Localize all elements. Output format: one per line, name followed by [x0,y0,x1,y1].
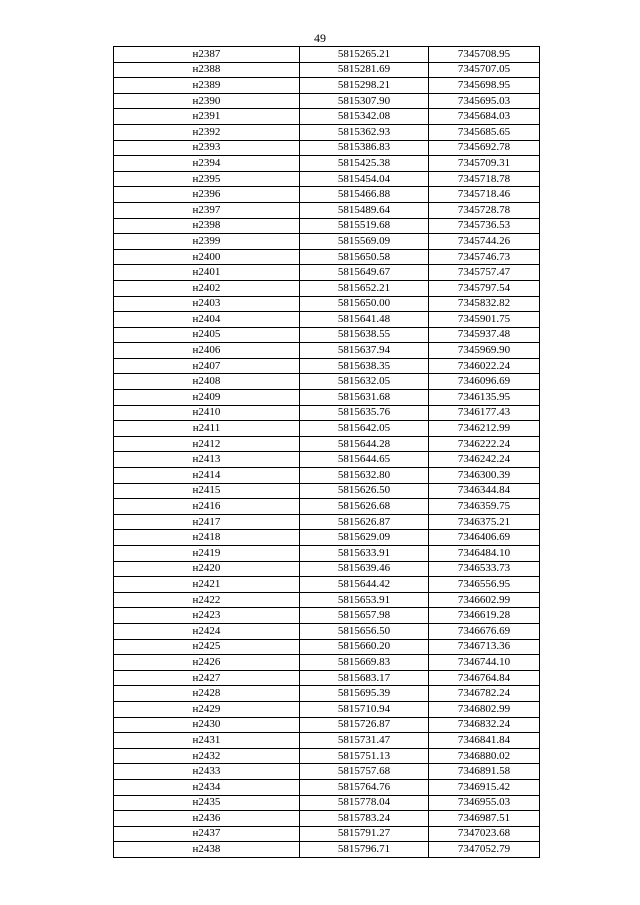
table-row [114,187,540,203]
x-coordinate-cell: 5815751.13 [300,748,429,764]
table-row [114,826,540,842]
table-row [114,530,540,546]
table-row [114,670,540,686]
y-coordinate-cell: 7345685.65 [429,124,540,140]
y-coordinate-cell: 7345901.75 [429,312,540,328]
x-coordinate-cell: 5815281.69 [300,62,429,78]
x-coordinate-cell: 5815631.68 [300,390,429,406]
x-coordinate-cell: 5815633.91 [300,546,429,562]
y-coordinate-cell: 7346533.73 [429,561,540,577]
x-coordinate-cell: 5815626.50 [300,483,429,499]
y-coordinate-cell: 7346713.36 [429,639,540,655]
x-coordinate-cell: 5815629.09 [300,530,429,546]
x-coordinate-cell: 5815298.21 [300,78,429,94]
point-id-cell: н2394 [114,156,300,172]
x-coordinate-cell: 5815342.08 [300,109,429,125]
x-coordinate-cell: 5815731.47 [300,733,429,749]
point-id-cell: н2406 [114,343,300,359]
x-coordinate-cell: 5815489.64 [300,202,429,218]
x-coordinate-cell: 5815626.68 [300,499,429,515]
y-coordinate-cell: 7346375.21 [429,514,540,530]
table-row [114,546,540,562]
point-id-cell: н2418 [114,530,300,546]
y-coordinate-cell: 7345832.82 [429,296,540,312]
point-id-cell: н2429 [114,701,300,717]
table-row [114,748,540,764]
y-coordinate-cell: 7346619.28 [429,608,540,624]
x-coordinate-cell: 5815632.05 [300,374,429,390]
table-row [114,156,540,172]
point-id-cell: н2436 [114,811,300,827]
table-row [114,265,540,281]
x-coordinate-cell: 5815307.90 [300,93,429,109]
table-row [114,623,540,639]
table-row [114,842,540,858]
table-row [114,733,540,749]
y-coordinate-cell: 7346802.99 [429,701,540,717]
y-coordinate-cell: 7346359.75 [429,499,540,515]
table-row [114,249,540,265]
point-id-cell: н2399 [114,234,300,250]
x-coordinate-cell: 5815454.04 [300,171,429,187]
table-row [114,499,540,515]
table-row [114,701,540,717]
coordinates-table-body [114,47,540,858]
point-id-cell: н2388 [114,62,300,78]
y-coordinate-cell: 7346744.10 [429,655,540,671]
table-row [114,280,540,296]
x-coordinate-cell: 5815652.21 [300,280,429,296]
x-coordinate-cell: 5815660.20 [300,639,429,655]
table-row [114,202,540,218]
point-id-cell: н2405 [114,327,300,343]
point-id-cell: н2417 [114,514,300,530]
x-coordinate-cell: 5815644.42 [300,577,429,593]
coordinates-table [113,46,540,858]
point-id-cell: н2403 [114,296,300,312]
table-row [114,218,540,234]
y-coordinate-cell: 7345718.78 [429,171,540,187]
table-row [114,795,540,811]
table-row [114,436,540,452]
x-coordinate-cell: 5815683.17 [300,670,429,686]
point-id-cell: н2415 [114,483,300,499]
y-coordinate-cell: 7345692.78 [429,140,540,156]
y-coordinate-cell: 7345969.90 [429,343,540,359]
x-coordinate-cell: 5815265.21 [300,47,429,63]
x-coordinate-cell: 5815791.27 [300,826,429,842]
table-row [114,405,540,421]
table-row [114,343,540,359]
y-coordinate-cell: 7346177.43 [429,405,540,421]
table-row [114,764,540,780]
x-coordinate-cell: 5815650.00 [300,296,429,312]
x-coordinate-cell: 5815796.71 [300,842,429,858]
y-coordinate-cell: 7345728.78 [429,202,540,218]
y-coordinate-cell: 7346242.24 [429,452,540,468]
point-id-cell: н2414 [114,468,300,484]
y-coordinate-cell: 7346344.84 [429,483,540,499]
y-coordinate-cell: 7346022.24 [429,358,540,374]
x-coordinate-cell: 5815626.87 [300,514,429,530]
x-coordinate-cell: 5815386.83 [300,140,429,156]
point-id-cell: н2433 [114,764,300,780]
x-coordinate-cell: 5815764.76 [300,779,429,795]
x-coordinate-cell: 5815726.87 [300,717,429,733]
x-coordinate-cell: 5815657.98 [300,608,429,624]
point-id-cell: н2398 [114,218,300,234]
point-id-cell: н2416 [114,499,300,515]
y-coordinate-cell: 7345684.03 [429,109,540,125]
x-coordinate-cell: 5815639.46 [300,561,429,577]
y-coordinate-cell: 7346832.24 [429,717,540,733]
point-id-cell: н2410 [114,405,300,421]
point-id-cell: н2428 [114,686,300,702]
y-coordinate-cell: 7347052.79 [429,842,540,858]
point-id-cell: н2430 [114,717,300,733]
point-id-cell: н2387 [114,47,300,63]
x-coordinate-cell: 5815783.24 [300,811,429,827]
table-row [114,171,540,187]
point-id-cell: н2407 [114,358,300,374]
point-id-cell: н2402 [114,280,300,296]
x-coordinate-cell: 5815650.58 [300,249,429,265]
table-row [114,140,540,156]
table-row [114,327,540,343]
y-coordinate-cell: 7346891.58 [429,764,540,780]
point-id-cell: н2421 [114,577,300,593]
table-row [114,62,540,78]
x-coordinate-cell: 5815644.65 [300,452,429,468]
point-id-cell: н2396 [114,187,300,203]
x-coordinate-cell: 5815519.68 [300,218,429,234]
y-coordinate-cell: 7346987.51 [429,811,540,827]
point-id-cell: н2392 [114,124,300,140]
y-coordinate-cell: 7346556.95 [429,577,540,593]
y-coordinate-cell: 7345736.53 [429,218,540,234]
page-number: 49 [314,31,326,45]
x-coordinate-cell: 5815632.80 [300,468,429,484]
table-row [114,514,540,530]
point-id-cell: н2408 [114,374,300,390]
table-row [114,374,540,390]
point-id-cell: н2393 [114,140,300,156]
point-id-cell: н2391 [114,109,300,125]
y-coordinate-cell: 7346222.24 [429,436,540,452]
y-coordinate-cell: 7345797.54 [429,280,540,296]
y-coordinate-cell: 7346602.99 [429,592,540,608]
table-row [114,779,540,795]
table-row [114,468,540,484]
y-coordinate-cell: 7347023.68 [429,826,540,842]
table-row [114,577,540,593]
x-coordinate-cell: 5815569.09 [300,234,429,250]
table-row [114,390,540,406]
y-coordinate-cell: 7346915.42 [429,779,540,795]
table-row [114,717,540,733]
point-id-cell: н2397 [114,202,300,218]
x-coordinate-cell: 5815757.68 [300,764,429,780]
x-coordinate-cell: 5815635.76 [300,405,429,421]
y-coordinate-cell: 7345746.73 [429,249,540,265]
point-id-cell: н2389 [114,78,300,94]
y-coordinate-cell: 7345937.48 [429,327,540,343]
table-row [114,608,540,624]
y-coordinate-cell: 7346880.02 [429,748,540,764]
y-coordinate-cell: 7345709.31 [429,156,540,172]
point-id-cell: н2424 [114,623,300,639]
table-row [114,47,540,63]
y-coordinate-cell: 7345695.03 [429,93,540,109]
table-row [114,561,540,577]
point-id-cell: н2425 [114,639,300,655]
y-coordinate-cell: 7346764.84 [429,670,540,686]
point-id-cell: н2419 [114,546,300,562]
point-id-cell: н2427 [114,670,300,686]
table-row [114,358,540,374]
x-coordinate-cell: 5815641.48 [300,312,429,328]
y-coordinate-cell: 7346484.10 [429,546,540,562]
y-coordinate-cell: 7346782.24 [429,686,540,702]
table-row [114,234,540,250]
x-coordinate-cell: 5815638.35 [300,358,429,374]
y-coordinate-cell: 7346841.84 [429,733,540,749]
point-id-cell: н2390 [114,93,300,109]
y-coordinate-cell: 7346676.69 [429,623,540,639]
table-row [114,483,540,499]
point-id-cell: н2434 [114,779,300,795]
y-coordinate-cell: 7346135.95 [429,390,540,406]
y-coordinate-cell: 7346096.69 [429,374,540,390]
y-coordinate-cell: 7346300.39 [429,468,540,484]
y-coordinate-cell: 7346406.69 [429,530,540,546]
point-id-cell: н2413 [114,452,300,468]
x-coordinate-cell: 5815362.93 [300,124,429,140]
y-coordinate-cell: 7346955.03 [429,795,540,811]
y-coordinate-cell: 7346212.99 [429,421,540,437]
point-id-cell: н2435 [114,795,300,811]
x-coordinate-cell: 5815695.39 [300,686,429,702]
x-coordinate-cell: 5815778.04 [300,795,429,811]
point-id-cell: н2400 [114,249,300,265]
point-id-cell: н2437 [114,826,300,842]
table-row [114,592,540,608]
point-id-cell: н2426 [114,655,300,671]
point-id-cell: н2438 [114,842,300,858]
x-coordinate-cell: 5815656.50 [300,623,429,639]
table-row [114,421,540,437]
x-coordinate-cell: 5815644.28 [300,436,429,452]
table-row [114,78,540,94]
point-id-cell: н2404 [114,312,300,328]
point-id-cell: н2423 [114,608,300,624]
y-coordinate-cell: 7345698.95 [429,78,540,94]
x-coordinate-cell: 5815642.05 [300,421,429,437]
table-row [114,452,540,468]
x-coordinate-cell: 5815649.67 [300,265,429,281]
x-coordinate-cell: 5815710.94 [300,701,429,717]
table-row [114,639,540,655]
x-coordinate-cell: 5815653.91 [300,592,429,608]
table-row [114,124,540,140]
x-coordinate-cell: 5815425.38 [300,156,429,172]
point-id-cell: н2411 [114,421,300,437]
point-id-cell: н2431 [114,733,300,749]
point-id-cell: н2420 [114,561,300,577]
table-row [114,811,540,827]
point-id-cell: н2409 [114,390,300,406]
table-row [114,686,540,702]
y-coordinate-cell: 7345757.47 [429,265,540,281]
table-row [114,312,540,328]
x-coordinate-cell: 5815638.55 [300,327,429,343]
x-coordinate-cell: 5815669.83 [300,655,429,671]
x-coordinate-cell: 5815466.88 [300,187,429,203]
table-row [114,109,540,125]
y-coordinate-cell: 7345744.26 [429,234,540,250]
point-id-cell: н2401 [114,265,300,281]
table-row [114,93,540,109]
point-id-cell: н2422 [114,592,300,608]
y-coordinate-cell: 7345708.95 [429,47,540,63]
y-coordinate-cell: 7345707.05 [429,62,540,78]
point-id-cell: н2395 [114,171,300,187]
x-coordinate-cell: 5815637.94 [300,343,429,359]
table-row [114,655,540,671]
table-row [114,296,540,312]
point-id-cell: н2412 [114,436,300,452]
y-coordinate-cell: 7345718.46 [429,187,540,203]
point-id-cell: н2432 [114,748,300,764]
